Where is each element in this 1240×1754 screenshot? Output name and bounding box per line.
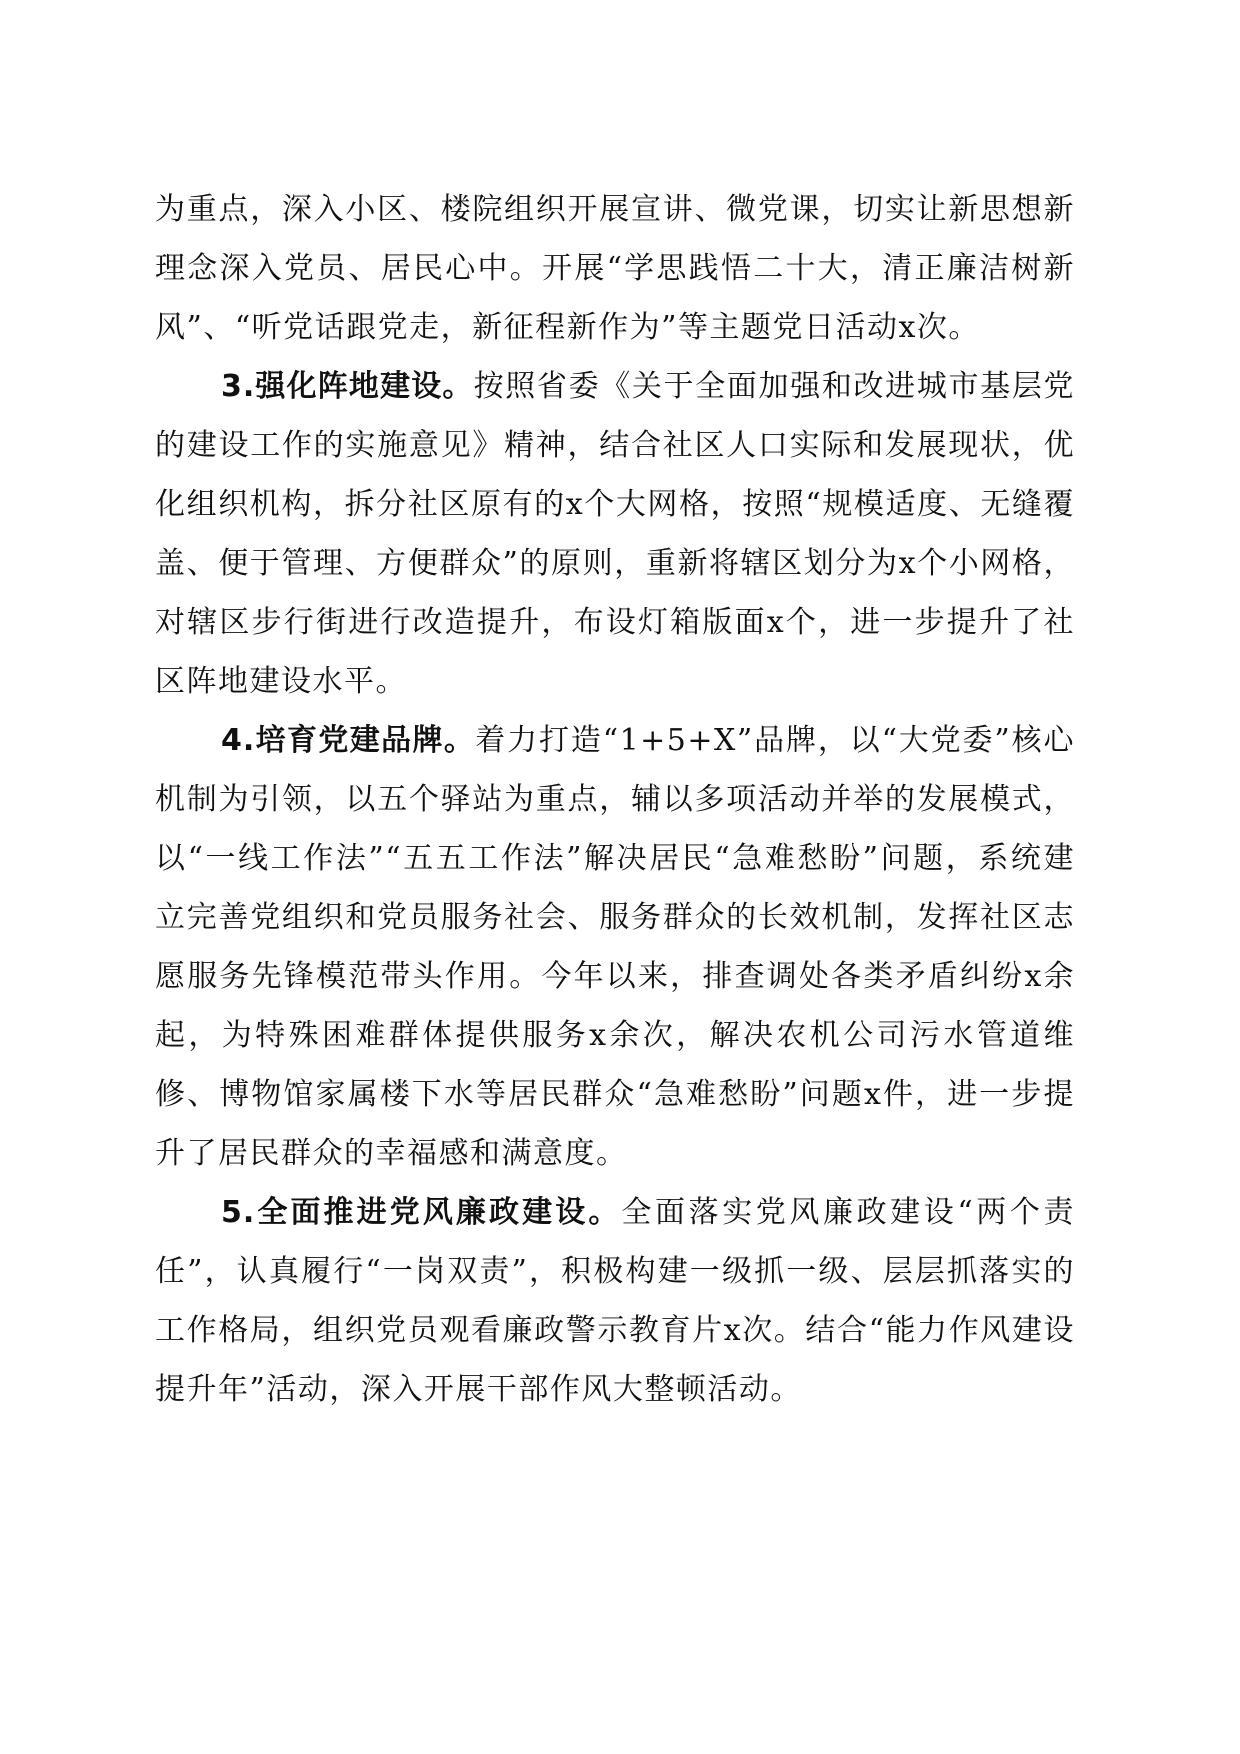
paragraph-heading: 3.强化阵地建设。 [221, 369, 474, 404]
paragraph-party-brand [155, 711, 1075, 1183]
paragraph-text: 按照省委《关于全面加强和改进城市基层党的建设工作的实施意见》精神，结合社区人口实际和发展现状，优化组织机构，拆分社区原有的x个大网格，按照“规模适度、无缝覆盖、便于管理、方便群众”的原则，重新将辖区划分为x个小网格，对辖区步行街进行改造提升，布设灯箱版面x个，进一步提升了社区阵地建设水平。 [155, 369, 1075, 699]
paragraph-heading: 5.全面推进党风廉政建设。 [221, 1195, 622, 1230]
paragraph-integrity-building [155, 1183, 1075, 1419]
paragraph-text: 为重点，深入小区、楼院组织开展宣讲、微党课，切实让新思想新理念深入党员、居民心中。开展“学思践悟二十大，清正廉洁树新风”、“听党话跟党走，新征程新作为”等主题党日活动x次。 [155, 192, 1075, 345]
document-body [155, 180, 1075, 1419]
paragraph-text: 着力打造“1+5+X”品牌，以“大党委”核心机制为引领，以五个驿站为重点，辅以多项活动并举的发展模式，以“一线工作法”“五五工作法”解决居民“急难愁盼”问题，系统建立完善党组织和党员服务社会、服务群众的长效机制，发挥社区志愿服务先锋模范带头作用。今年以来，排查调处各类矛盾纠纷x余起，为特殊困难群体提供服务x余次，解决农机公司污水管道维修、博物馆家属楼下水等居民群众“急难愁盼”问题x件，进一步提升了居民群众的幸福感和满意度。 [155, 723, 1075, 1171]
paragraph-text: 全面落实党风廉政建设“两个责任”，认真履行“一岗双责”，积极构建一级抓一级、层层抓落实的工作格局，组织党员观看廉政警示教育片x次。结合“能力作风建设提升年”活动，深入开展干部作风大整顿活动。 [155, 1195, 1075, 1407]
paragraph-positions-building [155, 357, 1075, 711]
paragraph-heading: 4.培育党建品牌。 [221, 723, 476, 758]
paragraph-continuation [155, 180, 1075, 357]
